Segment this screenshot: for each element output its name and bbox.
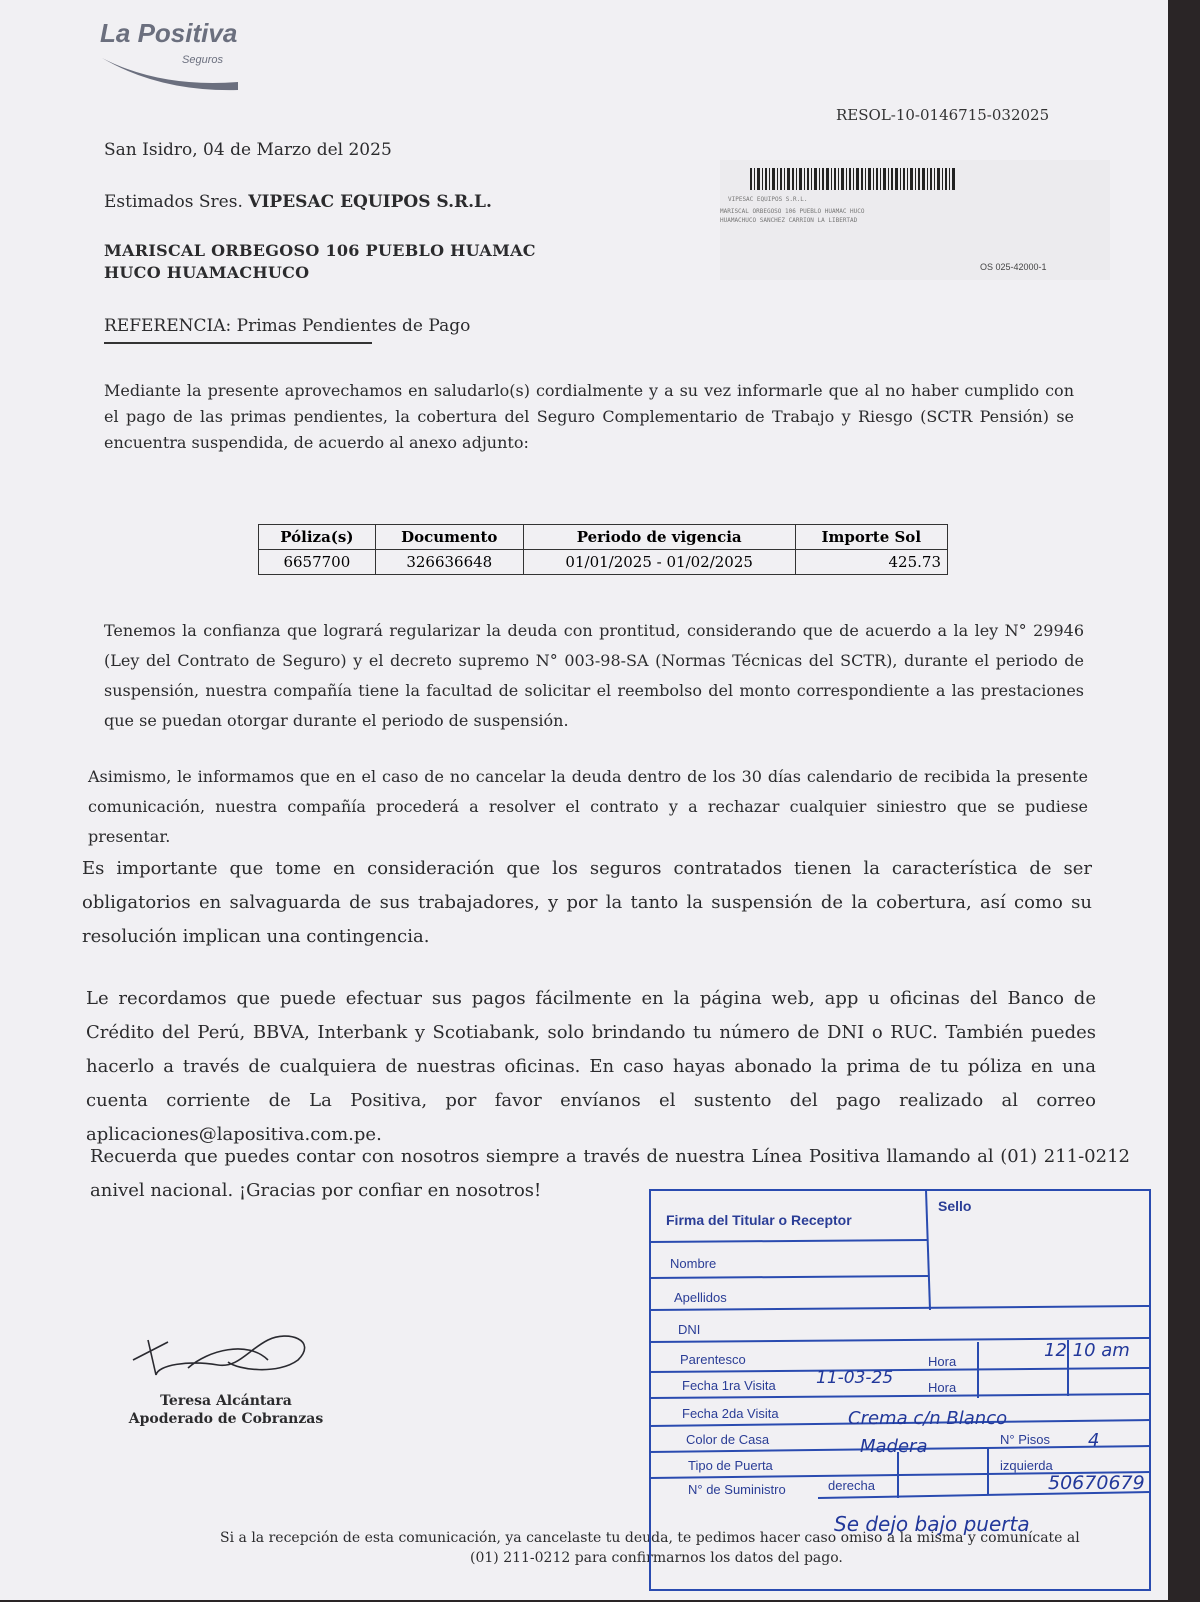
label-color-casa: Color de Casa <box>686 1432 770 1447</box>
label-izquierda: izquierda <box>1000 1458 1053 1473</box>
logo-subtitle: Seguros <box>182 54 223 66</box>
header-poliza: Póliza(s) <box>259 525 376 550</box>
logo-swoosh-icon <box>100 48 250 98</box>
delivery-stamp <box>648 1182 1164 1602</box>
label-dni: DNI <box>678 1322 701 1337</box>
cell-documento: 326636648 <box>375 550 523 575</box>
header-documento: Documento <box>375 525 523 550</box>
barcode-icon <box>750 168 960 190</box>
annex-table <box>258 524 948 575</box>
handwritten-fecha-1: 11-03-25 <box>816 1368 894 1388</box>
label-hora-1: Hora <box>928 1354 957 1369</box>
label-firma: Firma del Titular o Receptor <box>666 1212 852 1228</box>
handwritten-tipo-puerta: Madera <box>860 1436 928 1457</box>
reference-underline <box>104 342 372 344</box>
label-line-1: VIPESAC EQUIPOS S.R.L. <box>728 196 808 203</box>
label-tipo-puerta: Tipo de Puerta <box>688 1458 773 1473</box>
handwritten-suministro: 50670679 <box>1048 1472 1145 1494</box>
header-importe: Importe Sol <box>795 525 947 550</box>
label-nombre: Nombre <box>670 1256 717 1271</box>
label-suministro: N° de Suministro <box>688 1482 786 1497</box>
recipient-company: VIPESAC EQUIPOS S.R.L. <box>248 192 492 212</box>
signer-title: Apoderado de Cobranzas <box>128 1411 324 1427</box>
letter-date: San Isidro, 04 de Marzo del 2025 <box>104 140 392 160</box>
cell-importe: 425.73 <box>795 550 947 575</box>
label-os-code: OS 025-42000-1 <box>980 262 1047 272</box>
reference-line: REFERENCIA: Primas Pendientes de Pago <box>104 316 471 336</box>
company-logo <box>100 18 250 98</box>
signature-image <box>128 1320 328 1390</box>
annex-header-row <box>259 525 948 550</box>
label-derecha: derecha <box>828 1478 875 1493</box>
paragraph-payment: Le recordamos que puede efectuar sus pagos fácilmente en la página web, app u oficinas del Banco de Crédito del Perú, BBVA, Interbank y Scotiabank, solo brindando tu número de DNI o RUC. También puedes hacerlo a través de cualquiera de nuestras oficinas. En caso hayas abonado la prima de tu póliza en una cuenta corriente de La Positiva, por favor envíanos el sustento del pago realizado al correo aplicaciones@lapositiva.com.pe. <box>86 988 1096 1145</box>
cell-poliza: 6657700 <box>259 550 376 575</box>
cell-periodo: 01/01/2025 - 01/02/2025 <box>523 550 795 575</box>
label-hora-2: Hora <box>928 1380 957 1395</box>
label-apellidos: Apellidos <box>674 1290 727 1305</box>
paragraph-importance: Es importante que tome en consideración que los seguros contratados tienen la característica de ser obligatorios en salvaguarda de sus trabajadores, y por la tanto la suspensión de la cobertura, así como su resolución implican una contingencia. <box>82 858 1092 947</box>
paragraph-intro: Mediante la presente aprovechamos en saludarlo(s) cordialmente y a su vez informarle que al no haber cumplido con el pago de las primas pendientes, la cobertura del Seguro Complementario de Trabajo y Riesgo (SCTR Pensión) se encuentra suspendida, de acuerdo al anexo adjunto: <box>104 381 1074 452</box>
label-line-3: HUAMACHUCO SANCHEZ CARRION LA LIBERTAD <box>720 217 858 224</box>
paragraph-contact: Recuerda que puedes contar con nosotros siempre a través de nuestra Línea Positiva llamando al (01) 211-0212 anivel nacional. ¡Gracias por confiar en nosotros! <box>90 1146 1130 1201</box>
greeting-prefix: Estimados Sres. <box>104 192 243 212</box>
header-periodo: Periodo de vigencia <box>523 525 795 550</box>
label-sello: Sello <box>938 1198 972 1214</box>
label-fecha-2: Fecha 2da Visita <box>682 1406 779 1421</box>
address-label <box>720 160 1110 280</box>
paragraph-law: Tenemos la confianza que logrará regularizar la deuda con prontitud, considerando que de acuerdo a la ley N° 29946 (Ley del Contrato de Seguro) y el decreto supremo N° 003-98-SA (Normas Técnicas del SCTR), durante el periodo de suspensión, nuestra compañía tiene la facultad de solicitar el reembolso del monto correspondiente a las prestaciones que se puedan otorgar durante el periodo de suspensión. <box>104 621 1084 730</box>
label-fecha-1: Fecha 1ra Visita <box>682 1378 776 1393</box>
footer-line-2: (01) 211-0212 para confirmarnos los datos del pago. <box>470 1550 843 1566</box>
table-row <box>259 550 948 575</box>
resolution-code: RESOL-10-0146715-032025 <box>836 106 1050 124</box>
label-pisos: N° Pisos <box>1000 1432 1050 1447</box>
greeting <box>104 192 492 212</box>
handwritten-color-casa: Crema c/n Blanco <box>848 1408 1008 1429</box>
label-parentesco: Parentesco <box>680 1352 746 1367</box>
label-line-2: MARISCAL ORBEGOSO 106 PUEBLO HUAMAC HUCO <box>720 208 865 215</box>
paragraph-deadline: Asimismo, le informamos que en el caso de no cancelar la deuda dentro de los 30 días calendario de recibida la presente comunicación, nuestra compañía procederá a resolver el contrato y a rechazar cualquier siniestro que se pudiese presentar. <box>88 767 1088 846</box>
logo-name: La Positiva <box>100 18 238 48</box>
recipient-address: MARISCAL ORBEGOSO 106 PUEBLO HUAMAC HUCO HUAMACHUCO <box>104 241 536 282</box>
handwritten-hora-1: 12 10 am <box>1044 1340 1130 1361</box>
handwritten-pisos: 4 <box>1088 1430 1100 1451</box>
signer-name: Teresa Alcántara <box>160 1393 292 1409</box>
handwritten-note: Se dejo bajo puerta <box>834 1512 1030 1536</box>
signer-block <box>116 1392 336 1428</box>
footer-line-1: Si a la recepción de esta comunicación, ya cancelaste tu deuda, te pedimos hacer caso omiso a la misma y comunícate al <box>220 1530 1080 1546</box>
